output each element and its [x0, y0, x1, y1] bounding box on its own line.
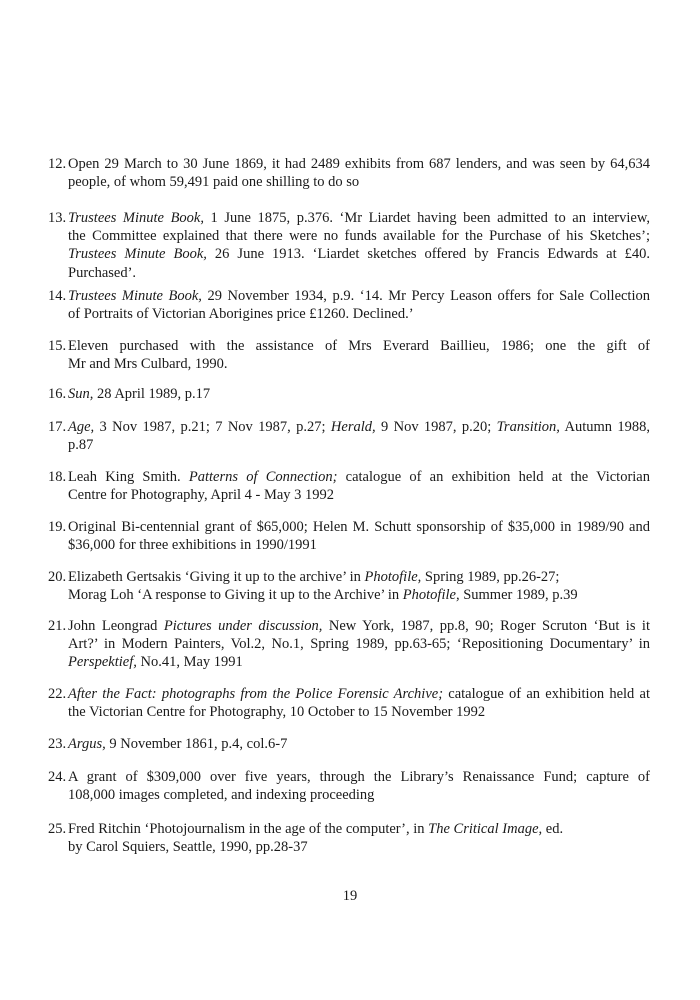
endnote-line [68, 653, 650, 671]
text-run: catalogue of an exhibition held at the Victorian [337, 469, 650, 485]
italic-title: Photofile, [402, 587, 460, 604]
italic-title: Herald, [330, 419, 376, 435]
endnote-line [68, 436, 650, 454]
text-run: the Victorian Centre for Photography, 10 October to 15 November 1992 [68, 704, 486, 721]
endnote-item [48, 685, 650, 721]
endnote-number: 19. [48, 519, 67, 535]
text-run: Leah King Smith. [68, 469, 189, 485]
text-run: $36,000 for three exhibitions in 1990/1991 [68, 537, 317, 554]
endnote-number: 23. [48, 736, 67, 752]
endnote-item [48, 820, 650, 856]
text-run: 9 Nov 1987, p.20; [375, 419, 497, 435]
endnote-item [48, 768, 650, 804]
endnote-line [68, 586, 650, 604]
text-run: 108,000 images completed, and indexing proceeding [68, 787, 375, 804]
text-run: Eleven purchased with the assistance of Mrs Everard Baillieu, 1986; one the gift of [68, 338, 650, 354]
endnote-item [48, 385, 650, 403]
endnote-line [68, 355, 650, 373]
endnote-number: 13. [48, 210, 67, 226]
endnote-item [48, 287, 650, 323]
endnote-number: 14. [48, 288, 67, 304]
endnote-line [68, 385, 650, 403]
italic-title: After the Fact: photographs from the Police Forensic Archive; [68, 686, 444, 702]
endnote-number: 20. [48, 569, 67, 585]
text-run: John Leongrad [68, 618, 164, 634]
text-run: Art?’ in Modern Painters, Vol.2, No.1, Spring 1989, pp.63-65; ‘Repositioning Documentary’ in [68, 636, 650, 653]
endnote-line [68, 703, 650, 721]
endnote-line [68, 486, 650, 504]
endnote-number: 21. [48, 618, 67, 634]
text-run: catalogue of an exhibition held at [443, 686, 650, 702]
endnote-item [48, 518, 650, 554]
text-run: Original Bi-centennial grant of $65,000; Helen M. Schutt sponsorship of $35,000 in 1989/90 and [68, 519, 650, 535]
text-run: by Carol Squiers, Seattle, 1990, pp.28-37 [68, 839, 308, 856]
italic-title: Perspektief, [68, 654, 137, 671]
text-run: New York, 1987, pp.8, 90; Roger Scruton ‘But is it [322, 618, 650, 634]
endnote-line [68, 468, 650, 486]
endnote-number: 18. [48, 469, 67, 485]
text-run: Morag Loh ‘A response to Giving it up to the Archive’ in [68, 587, 403, 604]
endnote-item [48, 418, 650, 454]
endnote-number: 16. [48, 386, 67, 402]
text-run: 28 April 1989, p.17 [93, 386, 211, 402]
text-run: 29 November 1934, p.9. ‘14. Mr Percy Leason offers for Sale Collection [201, 288, 650, 304]
endnote-line [68, 820, 650, 838]
endnote-line [68, 337, 650, 355]
endnote-line [68, 155, 650, 173]
italic-title: The Critical Image, [428, 821, 543, 837]
endnote-line [68, 786, 650, 804]
endnote-item [48, 617, 650, 672]
text-run: Spring 1989, pp.26-27; [421, 569, 560, 585]
endnote-line [68, 768, 650, 786]
italic-title: Age, [68, 419, 95, 435]
endnote-line [68, 245, 650, 263]
text-run: 1 June 1875, p.376. ‘Mr Liardet having been admitted to an interview, [203, 210, 650, 226]
endnote-item [48, 155, 650, 191]
endnote-line [68, 568, 650, 586]
italic-title: Trustees Minute Book, [68, 246, 207, 263]
endnote-line [68, 264, 650, 282]
text-run: 3 Nov 1987, p.21; 7 Nov 1987, p.27; [94, 419, 331, 435]
endnote-line [68, 227, 650, 245]
text-run: people, of whom 59,491 paid one shilling to do so [68, 174, 360, 191]
text-run: Fred Ritchin ‘Photojournalism in the age of the computer’, in [68, 821, 429, 837]
italic-title: Sun, [68, 386, 94, 402]
endnote-line [68, 735, 650, 753]
endnote-item [48, 735, 650, 753]
text-run: No.41, May 1991 [136, 654, 243, 671]
text-run: 9 November 1861, p.4, col.6-7 [105, 736, 288, 752]
endnote-line [68, 287, 650, 305]
endnote-line [68, 685, 650, 703]
endnote-number: 15. [48, 338, 67, 354]
text-run: Elizabeth Gertsakis ‘Giving it up to the archive’ in [68, 569, 365, 585]
endnote-line [68, 838, 650, 856]
text-run: Centre for Photography, April 4 - May 3 1992 [68, 487, 335, 504]
text-run: of Portraits of Victorian Aborigines price £1260. Declined.’ [68, 306, 414, 323]
endnote-line [68, 635, 650, 653]
italic-title: Transition, [496, 419, 560, 435]
endnote-item [48, 468, 650, 504]
italic-title: Patterns of Connection; [188, 469, 338, 485]
endnote-number: 12. [48, 156, 67, 172]
italic-title: Pictures under discussion, [163, 618, 323, 634]
text-run: Mr and Mrs Culbard, 1990. [68, 356, 228, 373]
endnote-item [48, 568, 650, 604]
text-run: Purchased’. [68, 264, 137, 281]
page-number: 19 [342, 888, 358, 904]
italic-title: Argus, [68, 736, 106, 752]
endnote-line [68, 418, 650, 436]
endnote-line [68, 173, 650, 191]
text-run: Autumn 1988, [559, 419, 651, 435]
text-run: the Committee explained that there were no funds available for the Purchase of his Sketches’; [68, 228, 650, 245]
endnote-line [68, 518, 650, 536]
endnote-number: 17. [48, 419, 67, 435]
text-run: A grant of $309,000 over five years, through the Library’s Renaissance Fund; capture of [68, 769, 650, 785]
text-run: p.87 [68, 437, 94, 454]
italic-title: Photofile, [364, 569, 422, 585]
endnote-line [68, 617, 650, 635]
text-run: Summer 1989, p.39 [459, 587, 578, 604]
text-run: ed. [542, 821, 564, 837]
endnote-number: 25. [48, 821, 67, 837]
endnote-line [68, 536, 650, 554]
endnote-line [68, 209, 650, 227]
text-run: 26 June 1913. ‘Liardet sketches offered by Francis Edwards at £40. [206, 246, 651, 263]
text-run: Open 29 March to 30 June 1869, it had 2489 exhibits from 687 lenders, and was seen by 64,634 [68, 156, 650, 172]
endnote-number: 22. [48, 686, 67, 702]
italic-title: Trustees Minute Book, [68, 288, 202, 304]
italic-title: Trustees Minute Book, [68, 210, 204, 226]
endnote-item [48, 209, 650, 282]
endnote-number: 24. [48, 769, 67, 785]
endnote-item [48, 337, 650, 373]
endnote-line [68, 305, 650, 323]
